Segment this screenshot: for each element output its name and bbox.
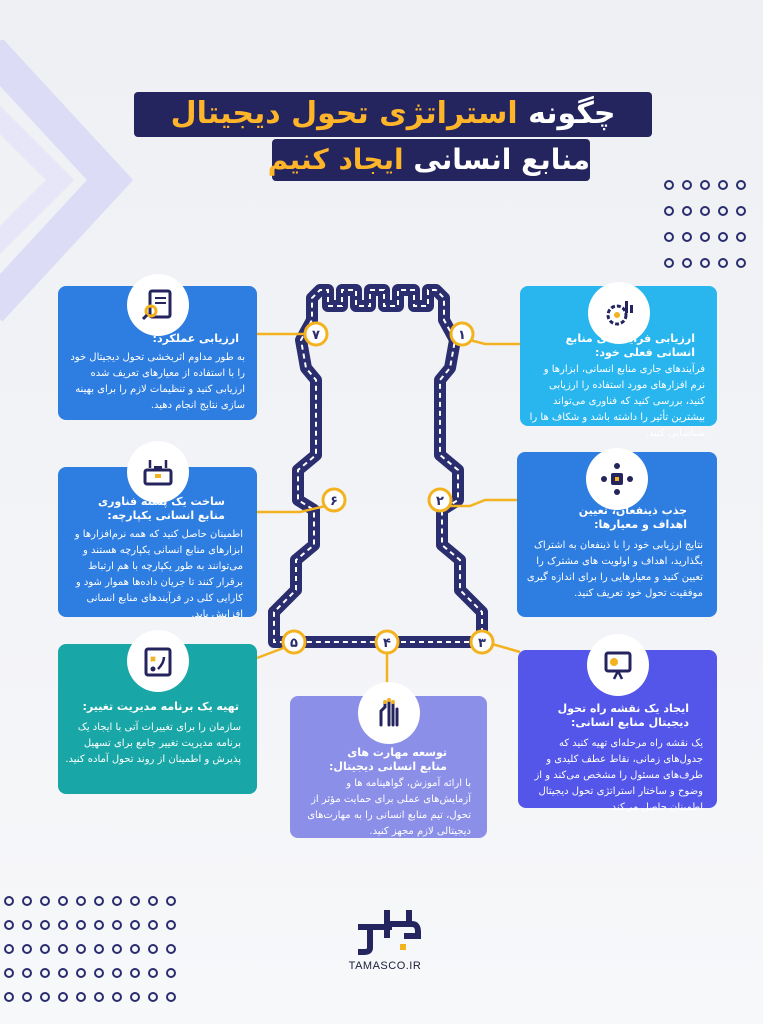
title-line-2-highlight: ایجاد کنیم [267, 143, 404, 176]
step-card-6-title: ساخت یک پشته فناوری منابع انسانی یکپارچه: [98, 495, 225, 522]
step-marker-7-label: ۷ [312, 328, 320, 343]
digital-hand-icon [358, 682, 420, 744]
step-card-1-title: ارزیابی فرآیندهای منابع انسانی فعلی خود: [565, 332, 695, 359]
step-card-6 [58, 467, 257, 620]
toolbox-icon [127, 441, 189, 503]
step-card-3 [518, 650, 717, 813]
step-card-2-body: نتایج ارزیابی خود را با ذینفعان به اشتراک بگذارید، اهداف و اولویت های مشترک را تعیین کنید و معیارهایی را برای اندازه گیری موفقیت تحول خود تعریف کنید. [526, 540, 703, 599]
step-marker-4-label: ۴ [383, 636, 391, 651]
tamasco-logo [354, 908, 426, 956]
step-marker-3-label: ۳ [478, 636, 486, 651]
step-marker-5 [283, 631, 305, 653]
website-url: TAMASCO.IR [348, 960, 422, 972]
step-card-1 [520, 286, 717, 439]
step-card-4-title: توسعه مهارت های منابع انسانی دیجیتال: [329, 746, 447, 773]
step-card-5-body: سازمان را برای تغییرات آتی با ایجاد یک برنامه مدیریت تغییر جامع برای تسهیل پذیرش و اطمینان از روند تحول آماده کنید. [65, 722, 241, 765]
step-card-4 [290, 696, 487, 838]
step-card-7-title: ارزیابی عملکرد: [152, 332, 239, 345]
title-line-2-text: منابع انسانی [403, 143, 590, 176]
step-card-7 [58, 286, 257, 420]
roadmap-board-icon [587, 634, 649, 696]
step-card-6-body: اطمینان حاصل کنید که همه نرم‌افزارها و ابزارهای منابع انسانی یکپارچه هستند و می‌توانند به طور یکپارچه با هم ارتباط برقرار کنند تا جریان داده‌ها هموار شود و کارایی کلی در فرآیندهای منابع انسانی افزایش یابد. [74, 529, 243, 620]
step-marker-5-label: ۵ [290, 636, 298, 651]
title-line-1-text: چگونه [517, 96, 616, 131]
step-card-4-body: با ارائه آموزش، گواهینامه ها و آزمایش‌های عملی برای حمایت مؤثر از تحول، تیم منابع انسانی را به مهارت‌های دیجیتالی لازم مجهز کنید. [307, 778, 471, 837]
step-card-7-body: به طور مداوم اثربخشی تحول دیجیتال خود را با استفاده از معیارهای تعریف شده ارزیابی کنید و تنظیمات لازم را برای بهینه سازی نتایج انجام دهید. [70, 352, 245, 411]
step-marker-6-label: ۶ [330, 494, 338, 509]
rook-outline-path [274, 290, 482, 642]
step-marker-1 [451, 323, 473, 345]
strategy-plan-icon [127, 630, 189, 692]
step-card-3-title: ایجاد یک نقشه راه تحول دیجیتال منابع انسانی: [557, 702, 689, 729]
step-marker-2 [429, 489, 451, 511]
step-card-3-body: یک نقشه راه مرحله‌ای تهیه کنید که جدول‌های زمانی، نقاط عطف کلیدی و طرف‌های مسئول را مشخص می‌کند و از وضوح و ساختار استراتژی تحول دیجیتال اطمینان حاصل می‌کند. [534, 738, 703, 813]
step-card-5 [58, 644, 257, 794]
step-card-2-title: جذب ذینفعان، تعیین اهداف و معیارها: [578, 504, 687, 531]
step-marker-6 [323, 489, 345, 511]
step-marker-7 [305, 323, 327, 345]
step-marker-3 [471, 631, 493, 653]
step-marker-1-label: ۱ [458, 328, 466, 343]
step-marker-4 [376, 631, 398, 653]
step-marker-2-label: ۲ [436, 494, 444, 509]
stakeholders-icon [586, 448, 648, 510]
step-card-2 [517, 452, 717, 617]
step-card-5-title: تهیه یک برنامه مدیریت تغییر: [82, 700, 239, 713]
title-line-1-highlight: استراتژی تحول دیجیتال [170, 96, 518, 131]
document-search-icon [127, 274, 189, 336]
step-card-1-body: فرآیندهای جاری منابع انسانی، ابزارها و نرم افزارهای مورد استفاده را ارزیابی کنید، بررسی کنید که فناوری می‌تواند بیشترین تأثیر را داشته باشد و شکاف ها را شناسایی کنید. [529, 364, 705, 439]
